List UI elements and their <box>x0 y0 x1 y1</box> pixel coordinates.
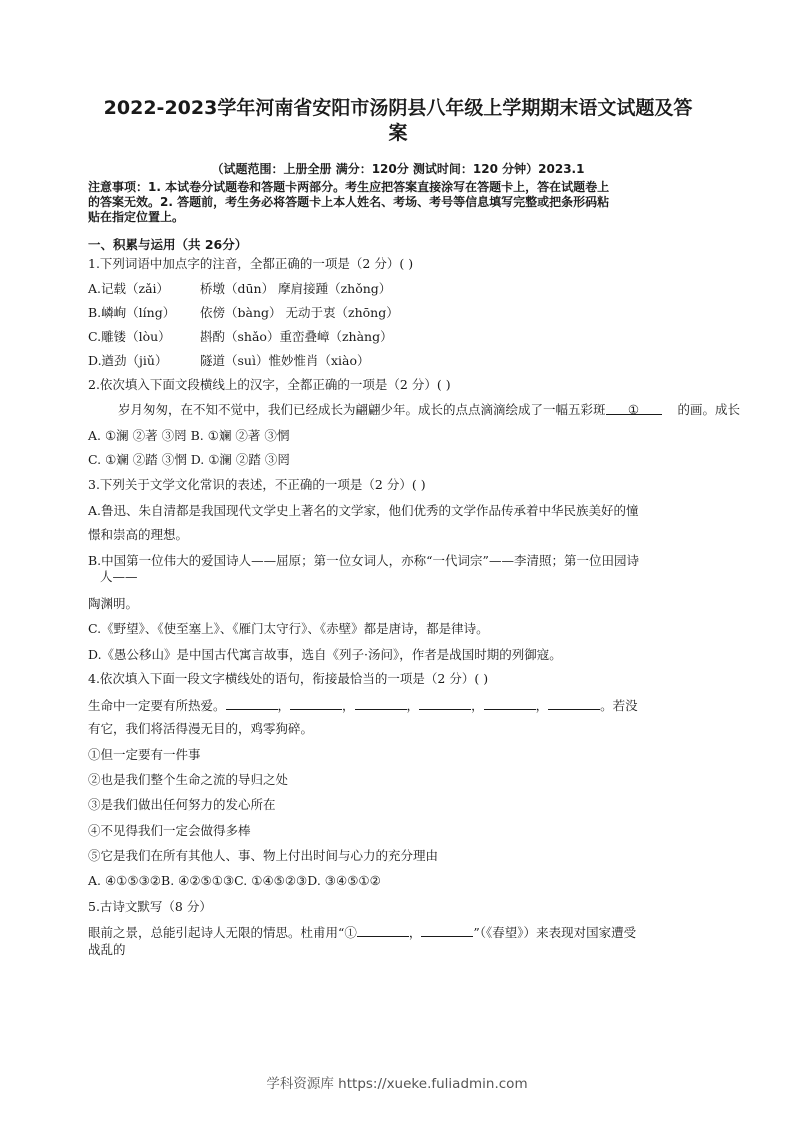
fill-blank <box>419 697 471 710</box>
q3-option-b-cont: 人—— <box>100 569 138 584</box>
fill-blank <box>355 697 407 710</box>
document-title <box>88 96 708 146</box>
title-line-1: 2022-2023学年河南省安阳市汤阴县八年级上学期期末语文试题及答 <box>103 97 693 119</box>
q3-option-b: B.中国第一位伟大的爱国诗人——屈原；第一位女词人，亦称“一代词宗”——李清照；第一位田园诗 <box>88 553 639 568</box>
q4-item: ②也是我们整个生命之流的导归之处 <box>88 772 289 787</box>
q2-passage <box>118 402 794 418</box>
q2-options-row-2: C. ①斓 ②踏 ③惘 D. ①澜 ②踏 ③罔 <box>88 452 290 467</box>
q1-option-a <box>88 281 392 297</box>
question-1-stem: 1.下列词语中加点字的注音，全都正确的一项是（2 分）( ) <box>88 256 414 271</box>
question-3-stem: 3.下列关于文学文化常识的表述，不正确的一项是（2 分）( ) <box>88 477 426 492</box>
title-line-2: 案 <box>388 122 408 144</box>
passage-text: 。若没 <box>600 698 638 713</box>
footer-source: 学科资源库 https://xueke.fuliadmin.com <box>266 1076 528 1092</box>
fill-blank: ① <box>606 402 662 415</box>
notice <box>88 180 708 225</box>
fill-blank <box>290 697 342 710</box>
option-text: B.嶙峋（líng） <box>88 305 176 320</box>
question-2-stem: 2.依次填入下面文段横线上的汉字，全都正确的一项是（2 分）( ) <box>88 377 451 392</box>
q5-passage <box>88 924 636 941</box>
q4-item: ③是我们做出任何努力的发心所在 <box>88 797 276 812</box>
option-text: 斟酌（shǎo）重峦叠嶂（zhàng） <box>200 329 393 344</box>
q4-item: ①但一定要有一件事 <box>88 747 201 762</box>
exam-info: （试题范围：上册全册 满分：120分 测试时间：120 分钟）2023.1 <box>211 162 585 176</box>
notice-line: 的答案无效。2. 答题前，考生务必将答题卡上本人姓名、考场、考号等信息填写完整或把条形码粘 <box>88 195 610 209</box>
q2-options-row-1: A. ①澜 ②著 ③罔 B. ①斓 ②著 ③惘 <box>88 428 290 443</box>
option-text: 隧道（suì）惟妙惟肖（xiào） <box>200 353 370 368</box>
question-4-stem: 4.依次填入下面一段文字横线处的语句，衔接最恰当的一项是（2 分）( ) <box>88 671 489 686</box>
passage-text: 岁月匆匆，在不知不觉中，我们已经成长为翩翩少年。成长的点点滴滴绘成了一幅五彩斑 <box>118 402 606 417</box>
q3-option-d: D.《愚公移山》是中国古代寓言故事，选自《列子·汤问》，作者是战国时期的列御寇。 <box>88 647 562 662</box>
passage-text: 眼前之景，总能引起诗人无限的情思。杜甫用“① <box>88 925 357 940</box>
passage-text: 的画。成长 <box>677 402 741 417</box>
q4-item: ⑤它是我们在所有其他人、事、物上付出时间与心力的充分理由 <box>88 848 439 863</box>
q3-option-c: C.《野望》、《使至塞上》、《雁门太守行》、《赤壁》都是唐诗，都是律诗。 <box>88 621 489 636</box>
option-text: 依傍（bàng） 无动于衷（zhōng） <box>200 305 399 320</box>
q3-option-a: A.鲁迅、朱自清都是我国现代文学史上著名的文学家，他们优秀的文学作品传承着中华民族美好的憧 <box>88 503 639 518</box>
fill-blank <box>226 697 278 710</box>
passage-text: ， <box>408 925 422 940</box>
option-text: A.记载（zǎi） <box>88 281 170 296</box>
option-text: D.遒劲（jiǔ） <box>88 353 168 368</box>
q4-item: ④不见得我们一定会做得多棒 <box>88 823 251 838</box>
passage-text: ”（《春望》）来表现对国家遭受 <box>473 925 637 940</box>
q3-option-a-cont: 憬和崇高的理想。 <box>88 527 189 542</box>
q5-passage-cont: 战乱的 <box>88 942 126 957</box>
q4-passage: 生命中一定要有所热爱。 ， ， ， ， ， 。若没 <box>88 698 638 713</box>
notice-line: 贴在指定位置上。 <box>88 210 185 224</box>
q1-option-c <box>88 329 393 345</box>
passage-text: 生命中一定要有所热爱。 <box>88 698 226 713</box>
fill-blank <box>548 697 600 710</box>
notice-line: 注意事项：1. 本试卷分试题卷和答题卡两部分。考生应把答案直接涂写在答题卡上，答在试题卷上 <box>88 180 610 194</box>
option-text: 桥墩（dūn） 摩肩接踵（zhǒng） <box>200 281 392 296</box>
q4-options: A. ④①⑤③②B. ④②⑤①③C. ①④⑤②③D. ③④⑤①② <box>88 873 381 888</box>
q1-option-d <box>88 353 370 369</box>
section-heading: 一、积累与运用（共 26分） <box>88 237 248 252</box>
fill-blank <box>421 924 473 937</box>
q3-option-b-cont: 陶渊明。 <box>88 596 139 611</box>
question-5-stem: 5.古诗文默写（8 分） <box>88 899 212 914</box>
option-text: C.雕镂（lòu） <box>88 329 171 344</box>
q1-option-b <box>88 305 399 321</box>
fill-blank <box>484 697 536 710</box>
fill-blank <box>357 924 409 937</box>
q4-passage-cont: 有它，我们将活得漫无目的，鸡零狗碎。 <box>88 721 314 736</box>
